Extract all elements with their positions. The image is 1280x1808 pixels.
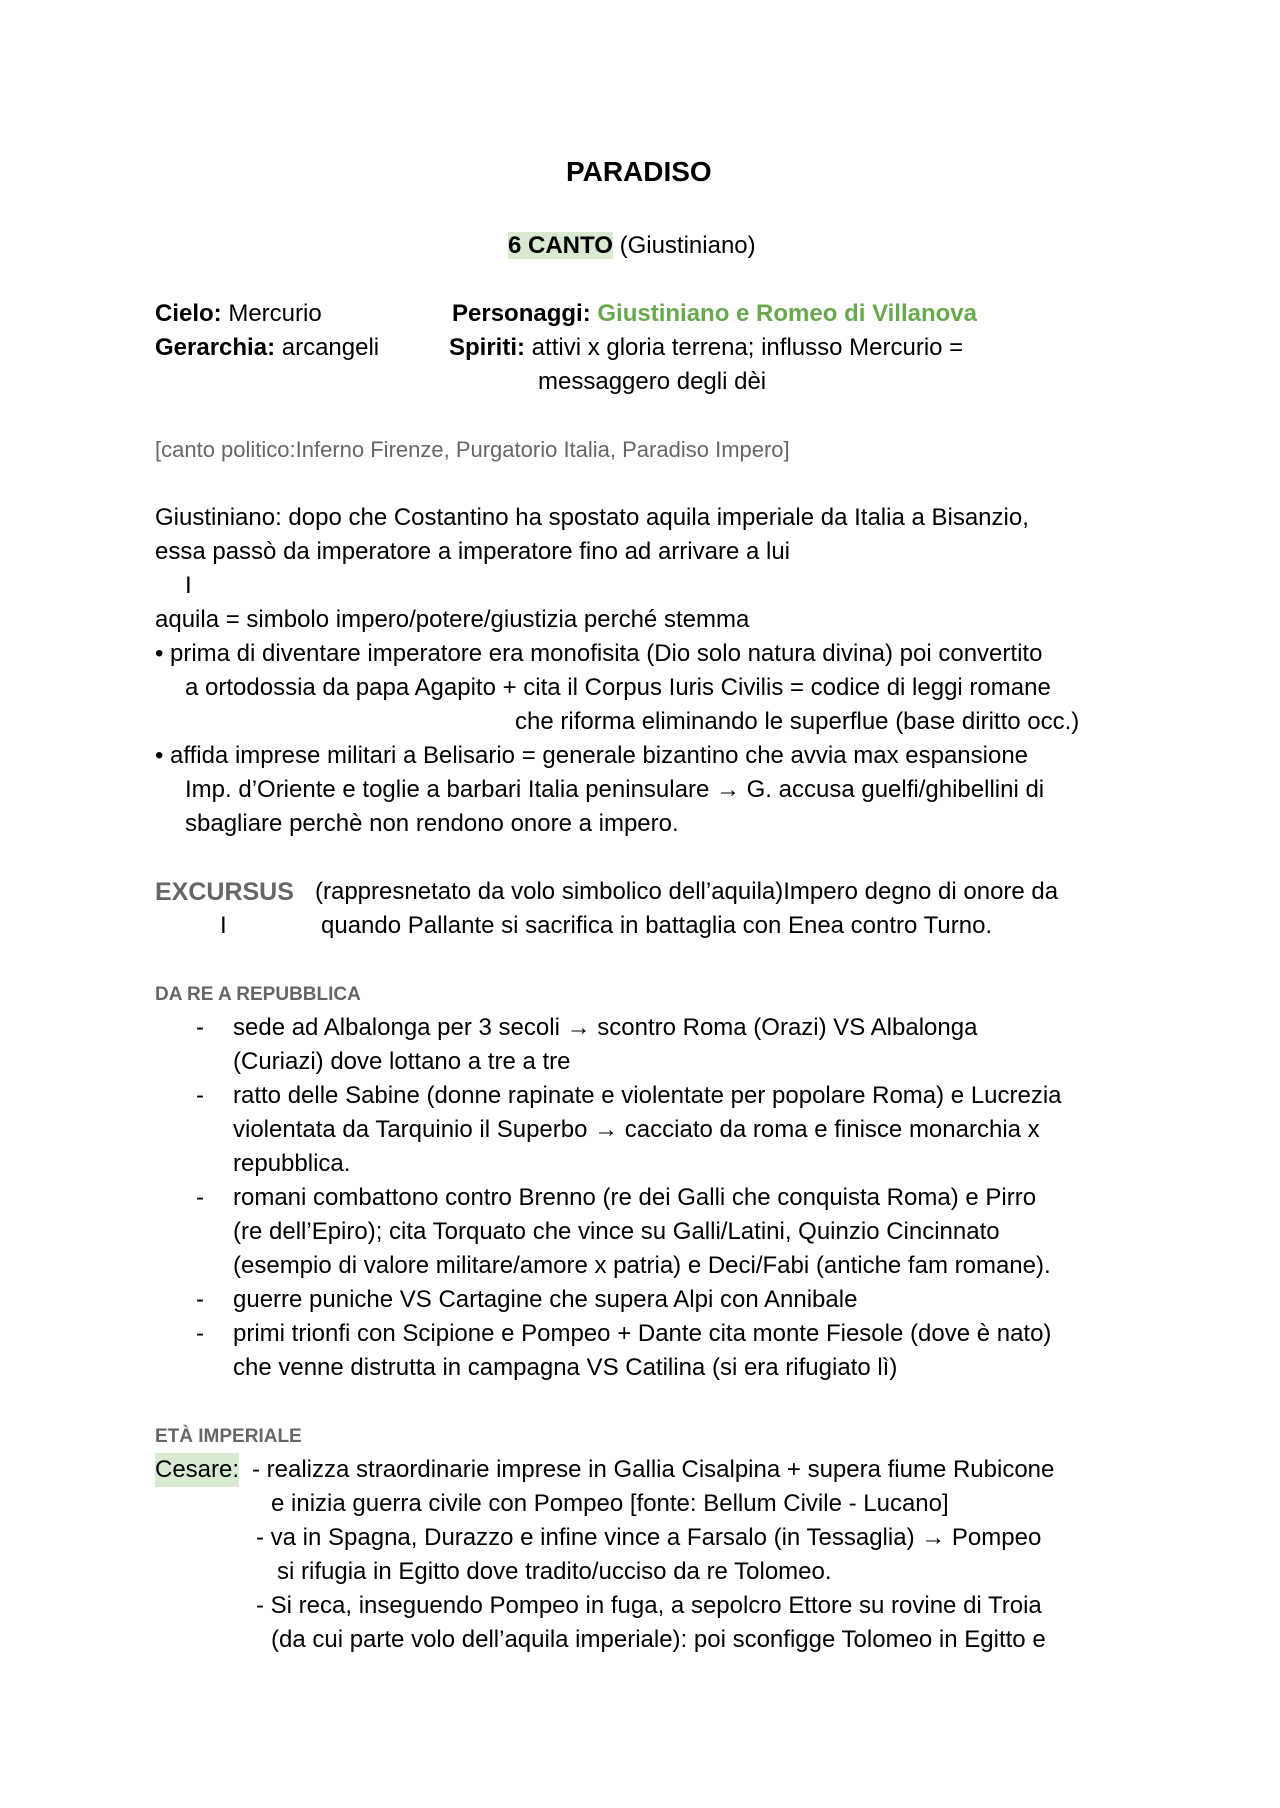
list-item: sede ad Albalonga per 3 secoli → scontro Roma (Orazi) VS Albalonga bbox=[233, 1014, 978, 1041]
list-item: ratto delle Sabine (donne rapinate e violentate per popolare Roma) e Lucrezia bbox=[233, 1082, 1062, 1109]
list-item-cont: (re dell’Epiro); cita Torquato che vince su Galli/Latini, Quinzio Cincinnato bbox=[233, 1218, 1000, 1245]
list-item-cont: (esempio di valore militare/amore x patria) e Deci/Fabi (antiche fam romane). bbox=[233, 1252, 1051, 1279]
canto-heading bbox=[508, 229, 756, 263]
intro-connector: I bbox=[185, 572, 192, 599]
section-heading-imperiale: ETÀ IMPERIALE bbox=[155, 1426, 302, 1447]
list-item-cont: (Curiazi) dove lottano a tre a tre bbox=[233, 1048, 571, 1075]
gerarchia-row bbox=[155, 331, 379, 365]
cielo-row bbox=[155, 297, 322, 331]
excursus-line1: (rappresnetato da volo simbolico dell’aquila)Impero degno di onore da bbox=[315, 878, 1059, 905]
list-item-cont: violentata da Tarquinio il Superbo → cacciato da roma e finisce monarchia x bbox=[233, 1116, 1040, 1143]
gerarchia-value: arcangeli bbox=[281, 334, 380, 361]
personaggi-label: Personaggi: bbox=[452, 300, 591, 327]
canto-subject: (Giustiniano) bbox=[619, 232, 756, 259]
bullet-2-line3: sbagliare perchè non rendono onore a impero. bbox=[185, 810, 679, 837]
cielo-value: Mercurio bbox=[228, 300, 322, 327]
list-dash: - bbox=[196, 1184, 204, 1211]
cesare-item-1-cont: e inizia guerra civile con Pompeo [fonte: Bellum Civile - Lucano] bbox=[271, 1490, 949, 1517]
spiriti-label: Spiriti: bbox=[449, 334, 525, 361]
bullet-marker: • bbox=[155, 640, 164, 667]
excursus-label: EXCURSUS bbox=[155, 878, 294, 906]
excursus-connector: I bbox=[220, 912, 227, 939]
cesare-item-3: - Si reca, inseguendo Pompeo in fuga, a sepolcro Ettore su rovine di Troia bbox=[256, 1592, 1042, 1619]
list-item: primi trionfi con Scipione e Pompeo + Dante cita monte Fiesole (dove è nato) bbox=[233, 1320, 1052, 1347]
intro-line1: Giustiniano: dopo che Costantino ha spostato aquila imperiale da Italia a Bisanzio, bbox=[155, 504, 1029, 531]
list-dash: - bbox=[196, 1320, 204, 1347]
list-item-cont: repubblica. bbox=[233, 1150, 351, 1177]
page-title: PARADISO bbox=[566, 156, 712, 187]
canto-number: 6 CANTO bbox=[508, 232, 613, 259]
cesare-item-2: - va in Spagna, Durazzo e infine vince a Farsalo (in Tessaglia) → Pompeo bbox=[256, 1524, 1042, 1551]
bullet-1-line2: a ortodossia da papa Agapito + cita il Corpus Iuris Civilis = codice di leggi romane bbox=[185, 674, 1051, 701]
list-item-cont: che venne distrutta in campagna VS Catilina (si era rifugiato lì) bbox=[233, 1354, 898, 1381]
bullet-2-line1: affida imprese militari a Belisario = generale bizantino che avvia max espansione bbox=[170, 742, 1029, 769]
intro-line2: essa passò da imperatore a imperatore fino ad arrivare a lui bbox=[155, 538, 790, 565]
bullet-marker: • bbox=[155, 742, 164, 769]
cesare-item-3-cont: (da cui parte volo dell’aquila imperiale): poi sconfigge Tolomeo in Egitto e bbox=[271, 1626, 1046, 1653]
cesare-item-1: - realizza straordinarie imprese in Gallia Cisalpina + supera fiume Rubicone bbox=[252, 1456, 1055, 1483]
section-heading-repubblica: DA RE A REPUBBLICA bbox=[155, 984, 361, 1005]
bullet-2-line2: Imp. d’Oriente e toglie a barbari Italia peninsulare → G. accusa guelfi/ghibellini di bbox=[185, 776, 1045, 803]
intro-line3: aquila = simbolo impero/potere/giustizia perché stemma bbox=[155, 606, 750, 633]
political-note: [canto politico:Inferno Firenze, Purgatorio Italia, Paradiso Impero] bbox=[155, 437, 790, 462]
cesare-label: Cesare: bbox=[155, 1453, 239, 1487]
spiriti-line2: messaggero degli dèi bbox=[538, 368, 767, 395]
personaggi-row bbox=[452, 297, 977, 331]
spiriti-row bbox=[449, 331, 963, 365]
list-dash: - bbox=[196, 1286, 204, 1313]
list-dash: - bbox=[196, 1014, 204, 1041]
spiriti-line1: attivi x gloria terrena; influsso Mercurio = bbox=[531, 334, 964, 361]
bullet-1-line1: prima di diventare imperatore era monofisita (Dio solo natura divina) poi convertito bbox=[170, 640, 1043, 667]
excursus-line2: quando Pallante si sacrifica in battaglia con Enea contro Turno. bbox=[321, 912, 993, 939]
cesare-item-2-cont: si rifugia in Egitto dove tradito/ucciso da re Tolomeo. bbox=[277, 1558, 832, 1585]
gerarchia-label: Gerarchia: bbox=[155, 334, 276, 361]
list-item: guerre puniche VS Cartagine che supera Alpi con Annibale bbox=[233, 1286, 858, 1313]
personaggi-value: Giustiniano e Romeo di Villanova bbox=[597, 300, 978, 327]
cielo-label: Cielo: bbox=[155, 300, 222, 327]
list-item: romani combattono contro Brenno (re dei Galli che conquista Roma) e Pirro bbox=[233, 1184, 1037, 1211]
bullet-1-line3: che riforma eliminando le superflue (base diritto occ.) bbox=[515, 708, 1080, 735]
list-dash: - bbox=[196, 1082, 204, 1109]
